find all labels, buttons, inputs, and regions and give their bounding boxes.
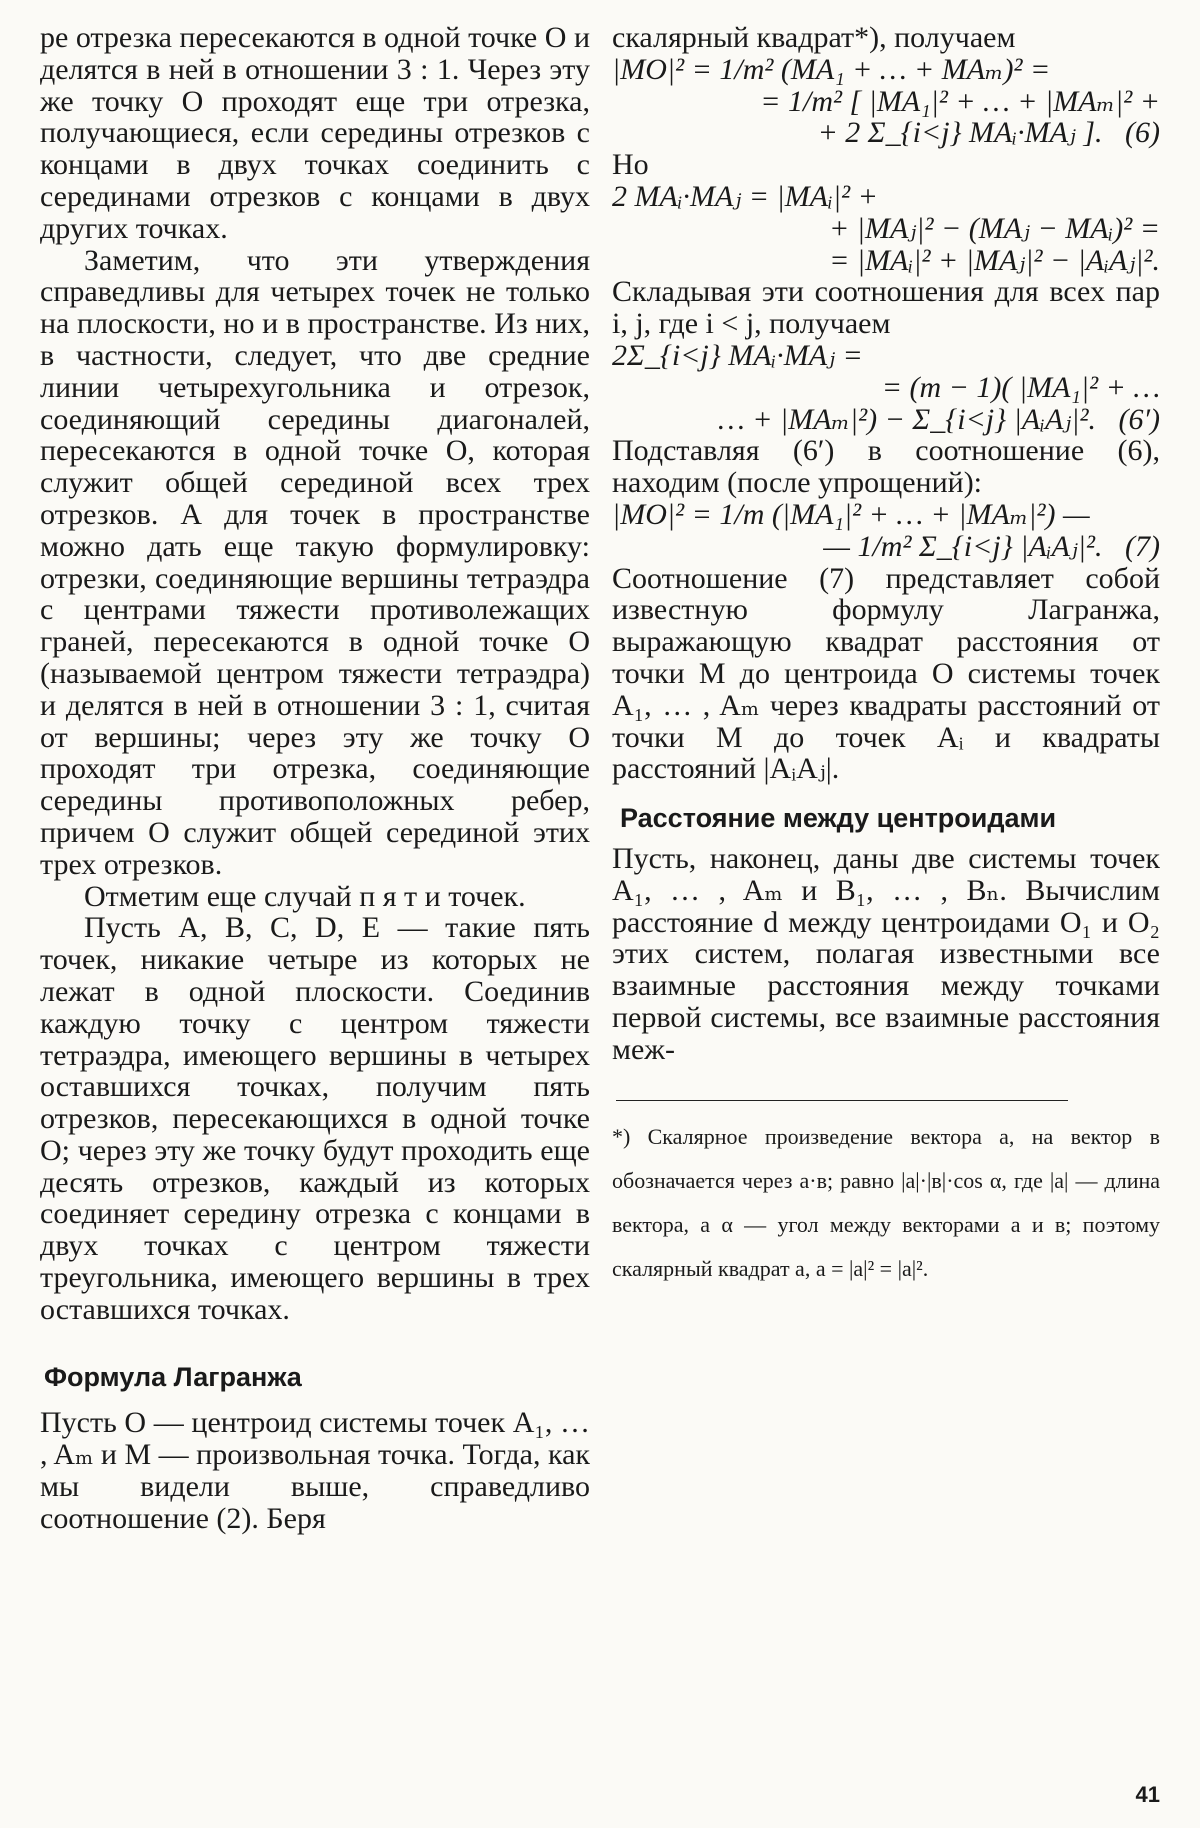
equation-7-line-1: |MO|² = 1/m (|MA₁|² + … + |MAₘ|²) —	[612, 497, 1090, 531]
footnote: *) Скалярное произведение вектора a, на вектор в обозначается через a·в; равно |a|·|в|·cos α, где |a| — длина вектора, а α — угол между векторами a и в; поэтому скалярный квадрат a, a = |a|² = |a|².	[612, 1123, 1161, 1281]
right-paragraph-4: Подставляя (6′) в соотношение (6), находим (после упрощений):	[612, 434, 1160, 500]
equation-but-line-2: + |MAⱼ|² − (MAⱼ − MAᵢ)² =	[829, 211, 1160, 245]
right-paragraph-6: Пусть, наконец, даны две системы точек A₁, … , Aₘ и B₁, … , Bₙ. Вычислим расстояние d между центроидами O₁ и O₂ этих систем, полагая известными все взаимные расстояния между точками первой системы, все взаимные расстояния меж-	[612, 841, 1160, 1066]
page-number: 41	[1135, 1782, 1160, 1807]
equation-6-line-1: |MO|² = 1/m² (MA₁ + … + MAₘ)² =	[612, 52, 1051, 86]
equation-6-line-3: + 2 Σ_{i<j} MAᵢ·MAⱼ ]. (6)	[817, 116, 1160, 150]
section-heading-lagrange: Формула Лагранжа	[44, 1361, 302, 1392]
equation-but-line-1: 2 MAᵢ·MAⱼ = |MAᵢ|² +	[612, 179, 878, 213]
left-paragraph-2: Заметим, что эти утверждения справедливы для четырех точек не только на плоскости, но и в пространстве. Из них, в частности, следует, что две средние линии четырехугольника и отрезок, соединяющий середины диагоналей, пересекаются в одной точке O, которая служит общей серединой всех трех отрезков. А для точек в пространстве можно дать еще такую формулировку: отрезки, соединяющие вершины тетраэдра с центрами тяжести противолежащих граней, пересекаются в одной точке O (называемой центром тяжести тетраэдра) и делятся в ней в отношении 3 : 1, считая от вершины; через эту же точку O проходят три отрезка, соединяющие середины противоположных ребер, причем O служит общей серединой этих трех отрезков.	[40, 243, 590, 881]
equation-6prime-line-2: = (m − 1)( |MA₁|² + …	[881, 370, 1160, 404]
left-paragraph-3: Отметим еще случай п я т и точек.	[84, 879, 526, 913]
right-paragraph-1: скалярный квадрат*), получаем	[612, 21, 1016, 54]
equation-6prime-line-3: … + |MAₘ|²) − Σ_{i<j} |AᵢAⱼ|². (6′)	[718, 402, 1160, 436]
equation-7-line-2: — 1/m² Σ_{i<j} |AᵢAⱼ|². (7)	[823, 529, 1160, 563]
right-column	[612, 22, 1160, 1291]
equation-6prime-line-1: 2Σ_{i<j} MAᵢ·MAⱼ =	[612, 338, 863, 372]
section-heading-centroid-distance: Расстояние между центроидами	[620, 803, 1057, 834]
left-paragraph-5: Пусть O — центроид системы точек A₁, … , Aₘ и M — произвольная точка. Тогда, как мы видели выше, справедливо соотношение (2). Беря	[40, 1406, 590, 1535]
right-paragraph-5: Соотношение (7) представляет собой известную формулу Лагранжа, выражающую квадрат расстояния от точки M до центроида O системы точек A₁, … , Aₘ через квадраты расстояний от точки M до точек Aᵢ и квадраты расстояний |AᵢAⱼ|.	[612, 561, 1160, 786]
right-paragraph-2: Но	[612, 148, 649, 182]
left-paragraph-4: Пусть A, B, C, D, E — такие пять точек, никакие четыре из которых не лежат в одной плоскости. Соединив каждую точку с центром тяжести тетраэдра, имеющего вершины в четырех оставшихся точках, получим пять отрезков, пересекающихся в одной точке O; через эту же точку будут проходить еще десять отрезков, каждый из которых соединяет середину отрезка с концами в двух точках с центром тяжести треугольника, имеющего вершины в трех оставшихся точках.	[40, 911, 590, 1326]
right-paragraph-3: Складывая эти соотношения для всех пар i, j, где i < j, получаем	[612, 275, 1160, 341]
footnote-divider	[616, 1100, 1068, 1101]
left-paragraph-1: ре отрезка пересекаются в одной точке O и делятся в ней в отношении 3 : 1. Через эту же точку O проходят еще три отрезка, получающиеся, если середины отрезков с концами в двух точках соединить с серединами отрезков с концами в двух других точках.	[40, 21, 590, 245]
left-column	[40, 22, 590, 1535]
equation-6-line-2: = 1/m² [ |MA₁|² + … + |MAₘ|² +	[760, 84, 1160, 118]
equation-but-line-3: = |MAᵢ|² + |MAⱼ|² − |AᵢAⱼ|².	[829, 243, 1160, 277]
